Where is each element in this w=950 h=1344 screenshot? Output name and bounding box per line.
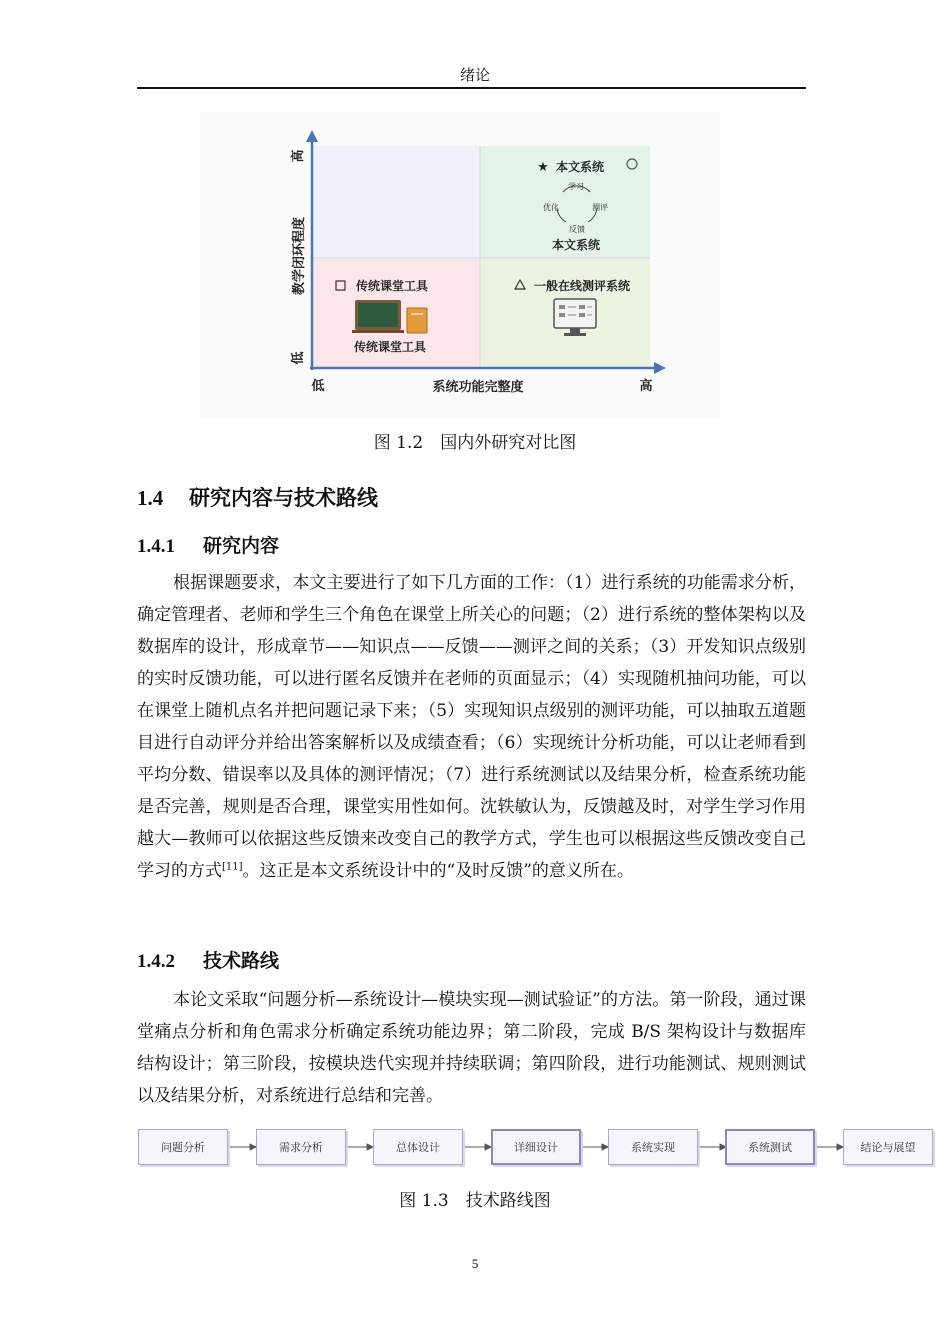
figure-1-3-caption: 图 1.3 技术路线图 (399, 1191, 551, 1211)
figure-1-2-caption: 图 1.2 国内外研究对比图 (373, 433, 577, 453)
subsection-number: 1.4.2 (137, 951, 175, 972)
y-axis-title: 教学闭环程度 (292, 216, 307, 296)
cycle-step-feedback: 反馈 (569, 225, 585, 234)
research-content-text: 根据课题要求，本文主要进行了如下几方面的工作：（1）进行系统的功能需求分析，确定管理者、老师和学生三个角色在课堂上所关心的问题；（2）进行系统的整体架构以及数据库的设计，形成章节——知识点——反馈——测评之间的关系；（3）开发知识点级别的实时反馈功能，可以进行匿名反馈并在老师的页面显示；（4）实现随机抽问功能，可以在课堂上随机点名并把问题记录下来；（5）实现知识点级别的测评功能，可以抽取五道题目进行自动评分并给出答案解析以及成绩查看；（6）实现统计分析功能，可以让老师看到平均分数、错误率以及具体的测评情况；（7）进行系统测试以及结果分析，检查系统功能是否完善，规则是否合理，课堂实用性如何。沈轶敏认为，反馈越及时，对学生学习作用越大—教师可以依据这些反馈来改变自己的教学方式，学生也可以根据这些反馈改变自己学习的方式 (137, 573, 806, 881)
flow-step-system-testing: 系统测试 (725, 1129, 815, 1165)
flow-step-overall-design: 总体设计 (373, 1129, 463, 1165)
running-header: 绪论 (459, 66, 490, 84)
cycle-step-assess: 测评 (592, 203, 608, 212)
system-title: 本文系统 (555, 160, 605, 174)
x-high-label: 高 (639, 379, 653, 394)
cycle-step-optimize: 优化 (543, 203, 559, 212)
x-low-label: 低 (311, 379, 325, 394)
citation-11: [11] (222, 861, 243, 873)
section-title: 研究内容与技术路线 (189, 485, 378, 510)
flow-step-problem-analysis: 问题分析 (138, 1129, 228, 1165)
section-number: 1.4 (137, 486, 164, 510)
flow-step-detailed-design: 详细设计 (491, 1129, 581, 1165)
y-low-label: 低 (291, 351, 306, 365)
page-number: 5 (471, 1256, 479, 1271)
subsection-title: 技术路线 (203, 950, 280, 972)
traditional-tools-title: 传统课堂工具 (355, 279, 429, 293)
flow-step-conclusion: 结论与展望 (843, 1129, 933, 1165)
research-content-tail: 。这正是本文系统设计中的“及时反馈”的意义所在。 (242, 861, 634, 881)
x-axis-title: 系统功能完整度 (432, 380, 524, 395)
flow-step-requirements-analysis: 需求分析 (256, 1129, 346, 1165)
system-subtitle: 本文系统 (551, 238, 601, 252)
cycle-step-learn: 学习 (568, 182, 584, 191)
subsection-number: 1.4.1 (137, 536, 175, 557)
online-assessment-title: 一般在线测评系统 (533, 279, 631, 293)
flow-step-system-implementation: 系统实现 (608, 1129, 698, 1165)
subsection-title: 研究内容 (203, 535, 280, 557)
traditional-tools-subtitle: 传统课堂工具 (353, 340, 427, 354)
y-high-label: 高 (291, 149, 306, 163)
star-icon: ★ (537, 160, 549, 175)
technical-route-text: 本论文采取“问题分析—系统设计—模块实现—测试验证”的方法。第一阶段，通过课堂痛点分析和角色需求分析确定系统功能边界；第二阶段，完成 B/S 架构设计与数据库结构设计；第三阶段，按模块迭代实现并持续联调；第四阶段，进行功能测试、规则测试以及结果分析，对系统进行总结和完善。 (137, 990, 806, 1106)
